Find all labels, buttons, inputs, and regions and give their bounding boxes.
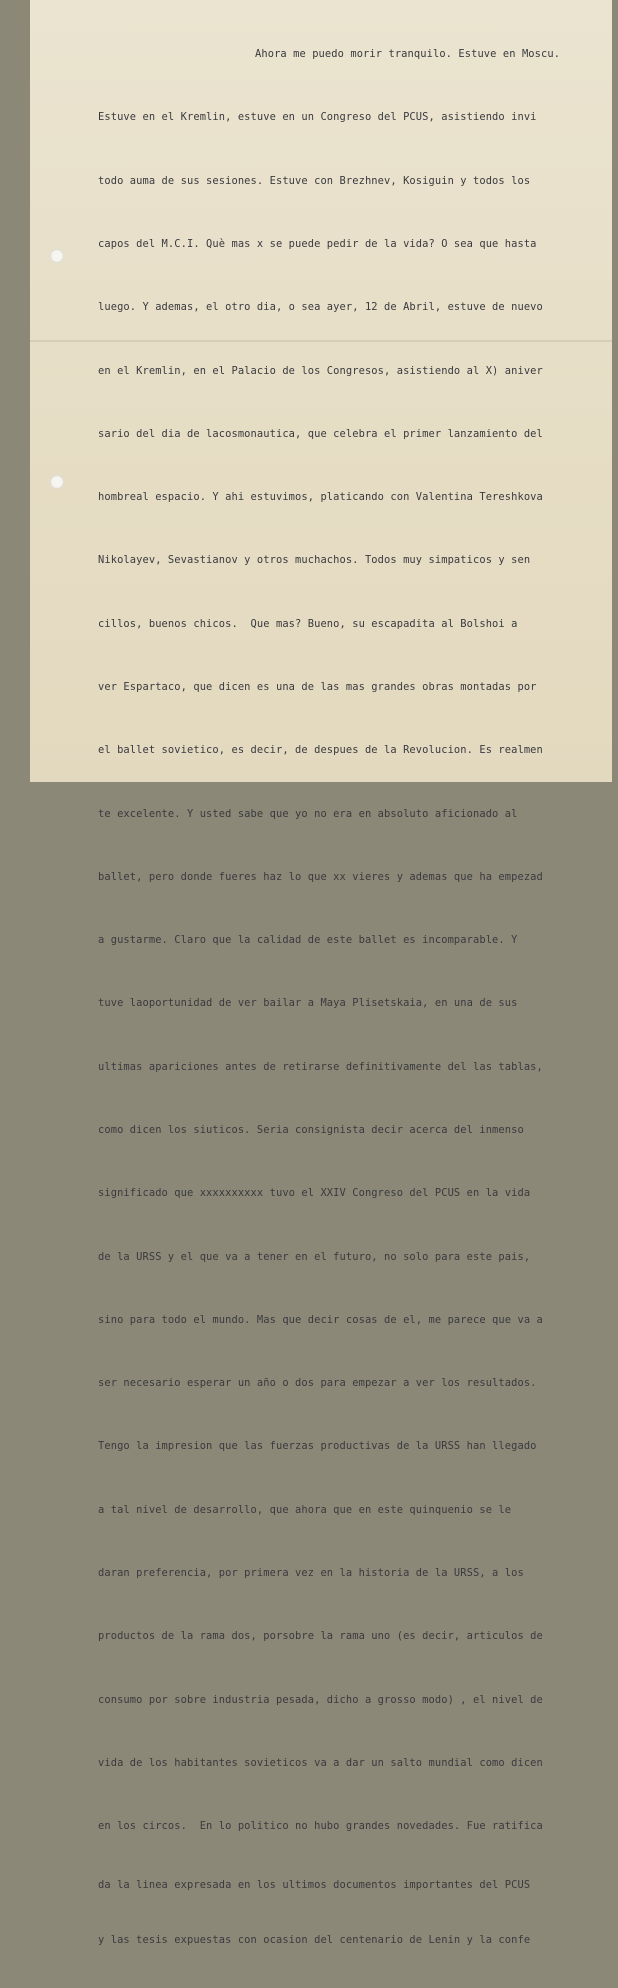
text-line: Nikolayev, Sevastianov y otros muchachos. Todos muy simpaticos y sen [98, 554, 531, 567]
text-line: de la URSS y el que va a tener en el futuro, no solo para este pais, [98, 1250, 531, 1263]
text-line: sino para todo el mundo. Mas que decir cosas de el, me parece que va a [98, 1313, 543, 1326]
text-line: te excelente. Y usted sabe que yo no era en absoluto aficionado al [98, 807, 518, 820]
text-line-opening: Ahora me puedo morir tranquilo. Estuve en Moscu. [255, 48, 561, 61]
text-line: daran preferencia, por primera vez en la historia de la URSS, a los [98, 1566, 524, 1579]
text-line: vida de los habitantes sovieticos va a dar un salto mundial como dicen [98, 1756, 543, 1769]
text-line: ultimas apariciones antes de retirarse definitivamente del las tablas, [98, 1060, 543, 1073]
text-line: cillos, buenos chicos. Que mas? Bueno, su escapadita al Bolshoi a [98, 617, 518, 630]
text-line: productos de la rama dos, porsobre la rama uno (es decir, articulos de [98, 1630, 543, 1643]
text-line: ser necesario esperar un año o dos para empezar a ver los resultados. [98, 1377, 537, 1390]
text-line: a tal nivel de desarrollo, que ahora que en este quinquenio se le [98, 1503, 512, 1516]
punch-hole-top [50, 249, 64, 263]
text-line: significado que xxxxxxxxxx tuvo el XXIV Congreso del PCUS en la vida [98, 1187, 531, 1200]
text-line: tuve laoportunidad de ver bailar a Maya Plisetskaia, en una de sus [98, 997, 518, 1010]
text-line: sario del dia de lacosmonautica, que celebra el primer lanzamiento del [98, 427, 543, 440]
text-line: Tengo la impresion que las fuerzas productivas de la URSS han llegado [98, 1440, 537, 1453]
letter-body [98, 2, 618, 1988]
text-line: consumo por sobre industria pesada, dicho a grosso modo) , el nivel de [98, 1693, 543, 1706]
text-line: ver Espartaco, que dicen es una de las mas grandes obras montadas por [98, 681, 537, 693]
text-line: en los circos. En lo politico no hubo grandes novedades. Fue ratifica [98, 1820, 543, 1833]
text-line: capos del M.C.I. Què mas x se puede pedir de la vida? O sea que hasta [98, 238, 537, 251]
text-line: como dicen los siuticos. Seria consignista decir acerca del inmenso [98, 1123, 524, 1136]
text-line: da la linea expresada en los ultimos documentos importantes del PCUS [98, 1879, 531, 1892]
text-line: ballet, pero donde fueres haz lo que xx vieres y ademas que ha empezad [98, 870, 543, 883]
text-line: a gustarme. Claro que la calidad de este ballet es incomparable. Y [98, 934, 518, 947]
punch-hole-bottom [50, 475, 64, 489]
text-line: Estuve en el Kremlin, estuve en un Congreso del PCUS, asistiendo invi [98, 111, 537, 124]
text-line: luego. Y ademas, el otro dia, o sea ayer, 12 de Abril, estuve de nuevo [98, 301, 543, 314]
text-line: y las tesis expuestas con ocasion del centenario de Lenin y la confe [98, 1933, 531, 1946]
text-line: hombreal espacio. Y ahi estuvimos, platicando con Valentina Tereshkova [98, 491, 543, 504]
typewritten-page [30, 0, 612, 1946]
text-line: en el Kremlin, en el Palacio de los Congresos, asistiendo al X) aniver [98, 364, 543, 377]
text-line: el ballet sovietico, es decir, de despues de la Revolucion. Es realmen [98, 744, 543, 757]
text-line: todo auma de sus sesiones. Estuve con Brezhnev, Kosiguin y todos los [98, 174, 531, 187]
